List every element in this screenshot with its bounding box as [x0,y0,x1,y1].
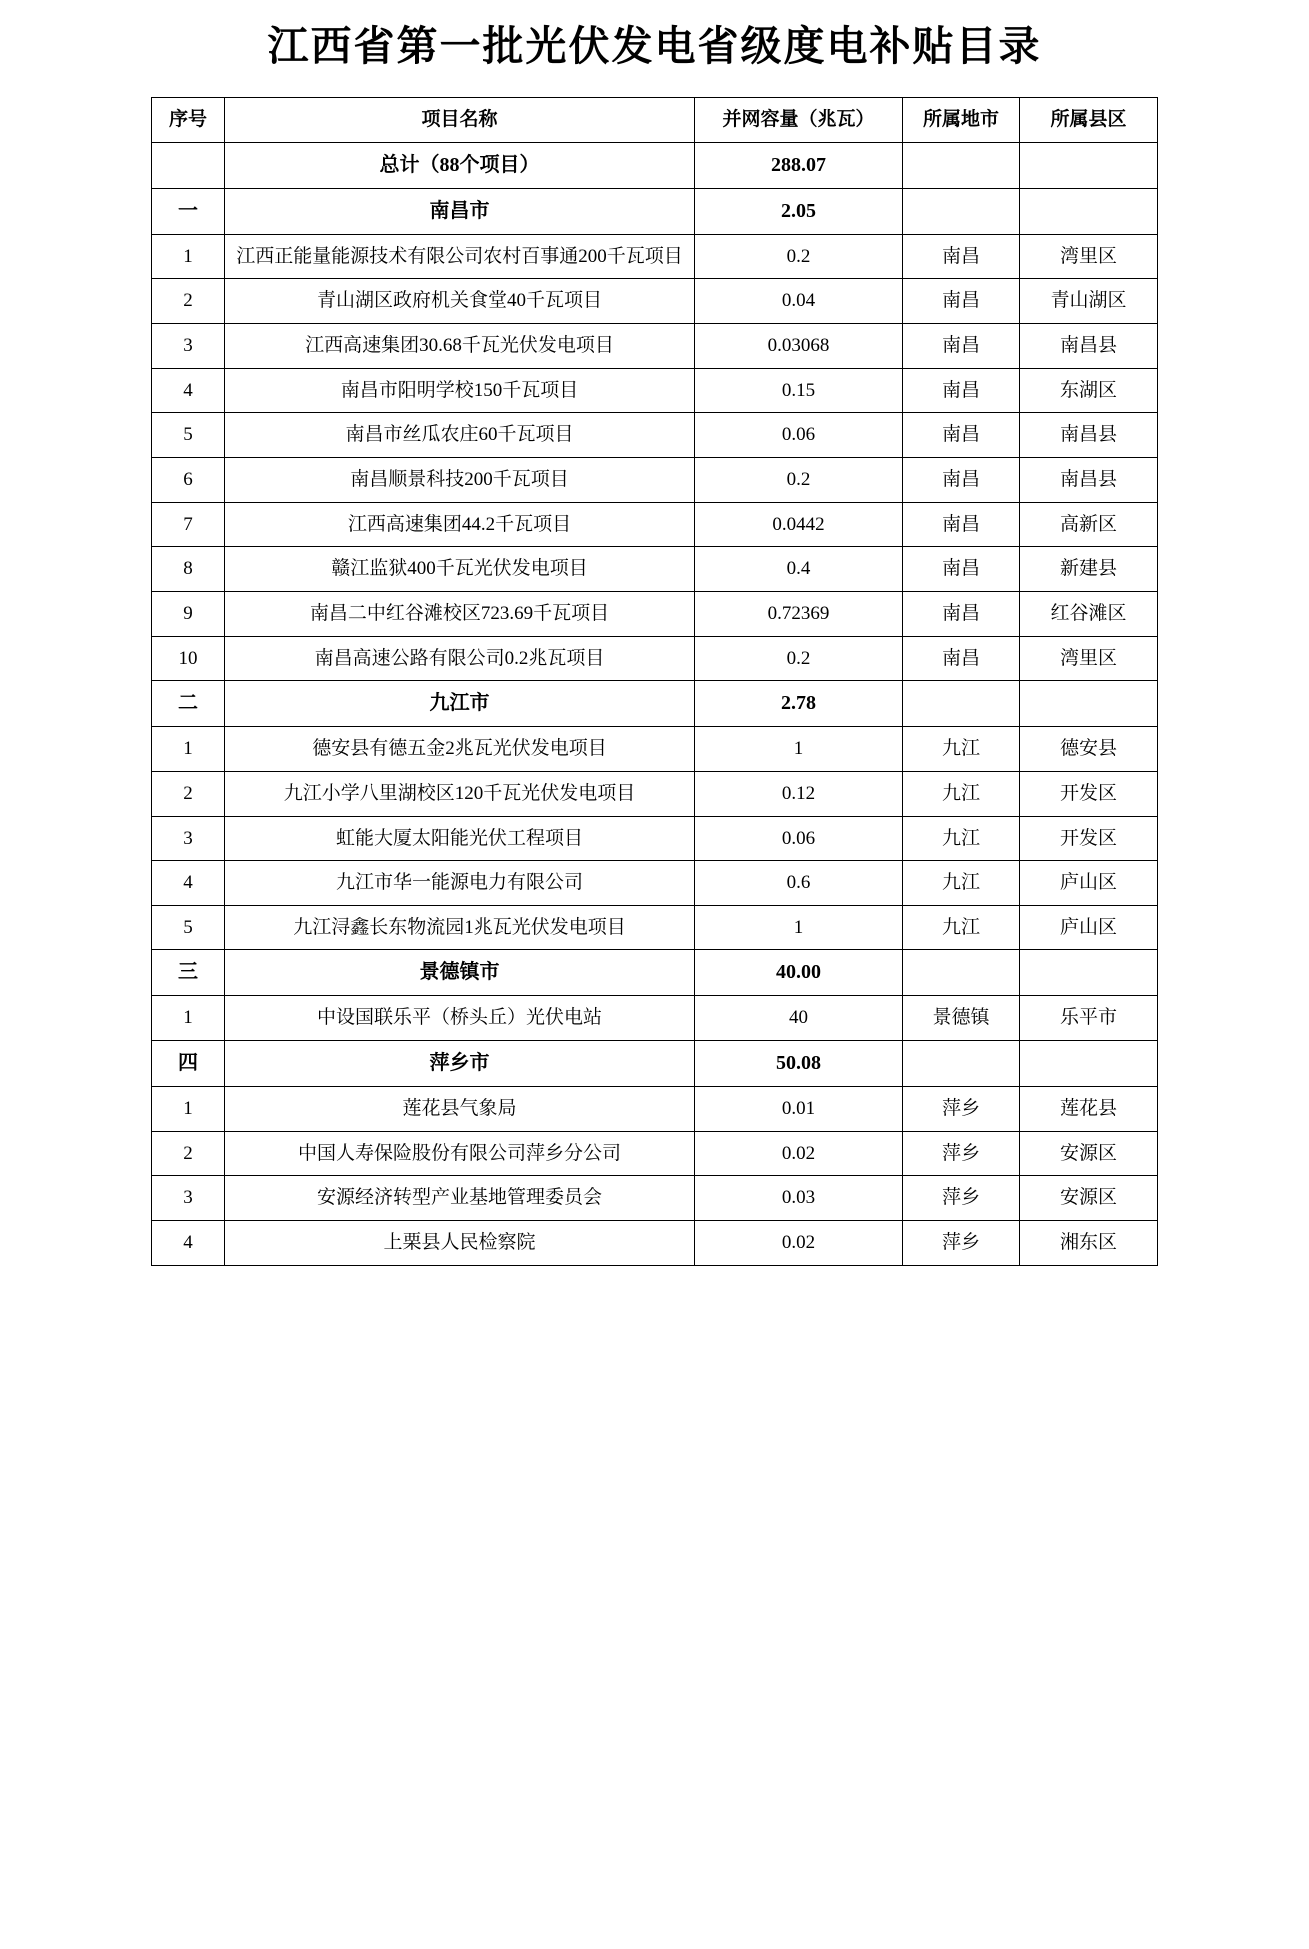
cell-no: 1 [152,727,225,772]
cell-no: 9 [152,591,225,636]
cell-city: 南昌 [903,279,1020,324]
column-header-capacity: 并网容量（兆瓦） [695,98,903,143]
cell-district: 湘东区 [1020,1221,1158,1266]
cell-project-name: 总计（88个项目） [225,142,695,188]
cell-no: 二 [152,681,225,727]
cell-district: 青山湖区 [1020,279,1158,324]
cell-project-name: 青山湖区政府机关食堂40千瓦项目 [225,279,695,324]
cell-capacity: 0.0442 [695,502,903,547]
table-row [152,458,1158,503]
cell-no: 四 [152,1041,225,1087]
document-page [0,22,1309,1266]
cell-capacity: 0.03068 [695,324,903,369]
cell-capacity: 0.06 [695,413,903,458]
cell-project-name: 江西高速集团30.68千瓦光伏发电项目 [225,324,695,369]
cell-capacity: 288.07 [695,142,903,188]
cell-district: 新建县 [1020,547,1158,592]
cell-city: 南昌 [903,591,1020,636]
cell-city: 萍乡 [903,1087,1020,1132]
cell-project-name: 九江市华一能源电力有限公司 [225,861,695,906]
cell-district: 南昌县 [1020,413,1158,458]
cell-district: 乐平市 [1020,996,1158,1041]
cell-district: 安源区 [1020,1131,1158,1176]
cell-no: 3 [152,1176,225,1221]
cell-district: 开发区 [1020,771,1158,816]
table-row [152,861,1158,906]
cell-city: 萍乡 [903,1131,1020,1176]
cell-city: 萍乡 [903,1221,1020,1266]
cell-project-name: 南昌市丝瓜农庄60千瓦项目 [225,413,695,458]
cell-project-name: 江西正能量能源技术有限公司农村百事通200千瓦项目 [225,234,695,279]
table-row [152,1221,1158,1266]
cell-project-name: 南昌二中红谷滩校区723.69千瓦项目 [225,591,695,636]
table-row [152,368,1158,413]
cell-capacity: 0.72369 [695,591,903,636]
cell-capacity: 2.78 [695,681,903,727]
cell-city: 九江 [903,816,1020,861]
cell-project-name: 九江市 [225,681,695,727]
cell-no: 三 [152,950,225,996]
table-row [152,547,1158,592]
cell-capacity: 50.08 [695,1041,903,1087]
table-row [152,771,1158,816]
cell-district: 莲花县 [1020,1087,1158,1132]
cell-city: 南昌 [903,324,1020,369]
cell-district: 湾里区 [1020,636,1158,681]
cell-no: 2 [152,279,225,324]
table-row [152,636,1158,681]
cell-project-name: 景德镇市 [225,950,695,996]
cell-no: 6 [152,458,225,503]
table-header-row [152,98,1158,143]
cell-project-name: 南昌市 [225,188,695,234]
cell-city: 南昌 [903,458,1020,503]
cell-no: 4 [152,1221,225,1266]
cell-city: 南昌 [903,234,1020,279]
cell-district [1020,681,1158,727]
cell-capacity: 0.12 [695,771,903,816]
subsidy-catalog-table [151,97,1158,1265]
cell-no: 一 [152,188,225,234]
table-row [152,727,1158,772]
cell-capacity: 2.05 [695,188,903,234]
cell-city: 南昌 [903,502,1020,547]
cell-project-name: 南昌高速公路有限公司0.2兆瓦项目 [225,636,695,681]
cell-capacity: 1 [695,727,903,772]
table-header [152,98,1158,143]
cell-project-name: 萍乡市 [225,1041,695,1087]
cell-project-name: 上栗县人民检察院 [225,1221,695,1266]
cell-city [903,142,1020,188]
table-row [152,279,1158,324]
cell-city: 九江 [903,727,1020,772]
cell-project-name: 莲花县气象局 [225,1087,695,1132]
table-row [152,324,1158,369]
cell-district: 德安县 [1020,727,1158,772]
cell-no: 3 [152,324,225,369]
table-body [152,142,1158,1265]
column-header-project-name: 项目名称 [225,98,695,143]
table-group-row [152,188,1158,234]
table-group-row [152,1041,1158,1087]
table-group-row [152,681,1158,727]
cell-city: 九江 [903,905,1020,950]
table-row [152,502,1158,547]
cell-no: 7 [152,502,225,547]
cell-capacity: 0.03 [695,1176,903,1221]
column-header-city: 所属地市 [903,98,1020,143]
cell-district: 开发区 [1020,816,1158,861]
cell-district: 安源区 [1020,1176,1158,1221]
table-row [152,996,1158,1041]
cell-city: 萍乡 [903,1176,1020,1221]
cell-district: 南昌县 [1020,458,1158,503]
cell-city: 九江 [903,771,1020,816]
cell-district: 南昌县 [1020,324,1158,369]
cell-district [1020,950,1158,996]
cell-project-name: 中设国联乐平（桥头丘）光伏电站 [225,996,695,1041]
cell-project-name: 德安县有德五金2兆瓦光伏发电项目 [225,727,695,772]
cell-district: 东湖区 [1020,368,1158,413]
table-group-row [152,950,1158,996]
cell-district: 高新区 [1020,502,1158,547]
table-row [152,1176,1158,1221]
cell-city: 景德镇 [903,996,1020,1041]
table-row [152,1087,1158,1132]
cell-no: 1 [152,234,225,279]
column-header-district: 所属县区 [1020,98,1158,143]
cell-no: 3 [152,816,225,861]
table-row [152,413,1158,458]
cell-no: 4 [152,861,225,906]
cell-project-name: 中国人寿保险股份有限公司萍乡分公司 [225,1131,695,1176]
cell-city: 南昌 [903,636,1020,681]
cell-project-name: 九江小学八里湖校区120千瓦光伏发电项目 [225,771,695,816]
cell-capacity: 0.04 [695,279,903,324]
table-row [152,1131,1158,1176]
cell-no [152,142,225,188]
cell-capacity: 0.02 [695,1221,903,1266]
cell-no: 1 [152,996,225,1041]
cell-project-name: 虹能大厦太阳能光伏工程项目 [225,816,695,861]
cell-city: 九江 [903,861,1020,906]
cell-capacity: 0.01 [695,1087,903,1132]
cell-no: 5 [152,413,225,458]
cell-district: 庐山区 [1020,861,1158,906]
cell-capacity: 0.02 [695,1131,903,1176]
cell-no: 8 [152,547,225,592]
cell-district: 红谷滩区 [1020,591,1158,636]
cell-city [903,1041,1020,1087]
cell-capacity: 0.2 [695,458,903,503]
cell-city: 南昌 [903,413,1020,458]
cell-district [1020,188,1158,234]
cell-capacity: 0.2 [695,234,903,279]
cell-city [903,950,1020,996]
cell-capacity: 0.15 [695,368,903,413]
cell-capacity: 0.06 [695,816,903,861]
table-row [152,234,1158,279]
cell-no: 2 [152,771,225,816]
cell-district [1020,1041,1158,1087]
cell-project-name: 南昌市阳明学校150千瓦项目 [225,368,695,413]
cell-capacity: 40.00 [695,950,903,996]
table-row [152,816,1158,861]
cell-no: 5 [152,905,225,950]
cell-district [1020,142,1158,188]
cell-city: 南昌 [903,547,1020,592]
cell-no: 10 [152,636,225,681]
page-title: 江西省第一批光伏发电省级度电补贴目录 [267,23,1042,69]
cell-no: 4 [152,368,225,413]
cell-district: 湾里区 [1020,234,1158,279]
cell-district: 庐山区 [1020,905,1158,950]
cell-no: 2 [152,1131,225,1176]
cell-project-name: 江西高速集团44.2千瓦项目 [225,502,695,547]
cell-no: 1 [152,1087,225,1132]
cell-capacity: 0.6 [695,861,903,906]
cell-city [903,188,1020,234]
cell-project-name: 九江浔鑫长东物流园1兆瓦光伏发电项目 [225,905,695,950]
cell-capacity: 1 [695,905,903,950]
cell-project-name: 南昌顺景科技200千瓦项目 [225,458,695,503]
table-total-row [152,142,1158,188]
cell-city [903,681,1020,727]
table-row [152,591,1158,636]
cell-project-name: 赣江监狱400千瓦光伏发电项目 [225,547,695,592]
cell-capacity: 0.2 [695,636,903,681]
cell-capacity: 40 [695,996,903,1041]
cell-project-name: 安源经济转型产业基地管理委员会 [225,1176,695,1221]
table-row [152,905,1158,950]
column-header-no: 序号 [152,98,225,143]
cell-capacity: 0.4 [695,547,903,592]
cell-city: 南昌 [903,368,1020,413]
